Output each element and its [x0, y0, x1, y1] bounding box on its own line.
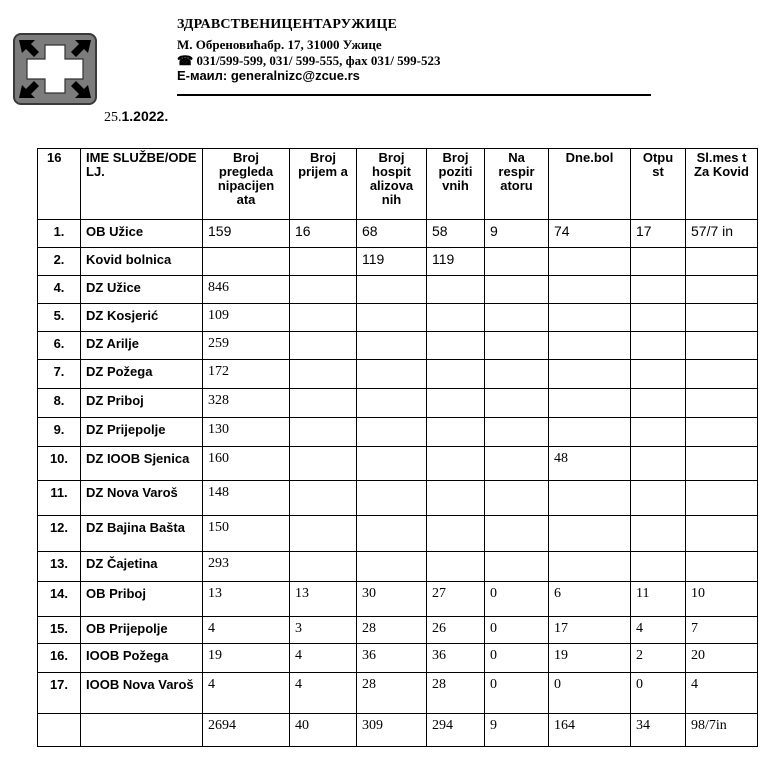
cell-respirator [485, 360, 549, 389]
cell-exams: 159 [203, 220, 290, 248]
cell-covid-beds: 4 [686, 673, 758, 714]
cell-exams: 2694 [203, 714, 290, 747]
cell-hospitalized [357, 360, 427, 389]
cell-admissions: 4 [290, 673, 357, 714]
cell-exams: 328 [203, 389, 290, 418]
cell-covid-beds [686, 360, 758, 389]
cell-daily-patients: 0 [549, 673, 631, 714]
cell-hospitalized [357, 304, 427, 332]
cell-respirator [485, 481, 549, 516]
cell-positive [427, 304, 485, 332]
cell-admissions: 16 [290, 220, 357, 248]
row-number: 11. [38, 481, 81, 516]
cell-respirator [485, 248, 549, 276]
cell-daily-patients: 19 [549, 644, 631, 673]
cell-covid-beds [686, 248, 758, 276]
cell-positive [427, 418, 485, 447]
cell-admissions [290, 447, 357, 481]
cell-exams: 160 [203, 447, 290, 481]
table-row [38, 447, 758, 481]
cell-daily-patients [549, 248, 631, 276]
cell-discharged [631, 332, 686, 360]
table-row [38, 220, 758, 248]
cell-respirator: 9 [485, 220, 549, 248]
cell-covid-beds [686, 389, 758, 418]
cell-hospitalized: 119 [357, 248, 427, 276]
col-daily-patients-header: Dne.bol [549, 149, 631, 220]
totals-row [38, 714, 758, 747]
service-name: OB Prijepolje [81, 617, 203, 644]
service-name: DZ Čajetina [81, 552, 203, 582]
table-row [38, 248, 758, 276]
cell-exams: 109 [203, 304, 290, 332]
row-number: 2. [38, 248, 81, 276]
cell-positive: 119 [427, 248, 485, 276]
cell-daily-patients: 48 [549, 447, 631, 481]
cell-discharged: 4 [631, 617, 686, 644]
cell-respirator [485, 418, 549, 447]
org-phone-fax: ☎ 031/599-599, 031/ 599-555, фах 031/ 599-523 [177, 53, 441, 68]
service-name: OB Priboj [81, 582, 203, 617]
cell-admissions: 13 [290, 582, 357, 617]
cell-respirator [485, 332, 549, 360]
cell-exams: 130 [203, 418, 290, 447]
table-row [38, 481, 758, 516]
table-row [38, 418, 758, 447]
cell-discharged [631, 552, 686, 582]
cell-hospitalized: 28 [357, 673, 427, 714]
date-month-year: 1.2022. [121, 108, 169, 124]
col-exams-header: Broj pregleda nipacijen ata [203, 149, 290, 220]
service-name: IOOB Nova Varoš [81, 673, 203, 714]
cell-daily-patients [549, 276, 631, 304]
cell-positive [427, 360, 485, 389]
cell-discharged: 0 [631, 673, 686, 714]
cell-admissions: 40 [290, 714, 357, 747]
cell-exams: 293 [203, 552, 290, 582]
cell-exams: 4 [203, 617, 290, 644]
cell-positive: 26 [427, 617, 485, 644]
cell-daily-patients: 17 [549, 617, 631, 644]
cell-discharged [631, 481, 686, 516]
cell-discharged [631, 304, 686, 332]
cell-daily-patients [549, 481, 631, 516]
cell-hospitalized [357, 516, 427, 552]
row-number: 15. [38, 617, 81, 644]
table-row [38, 276, 758, 304]
cell-admissions [290, 360, 357, 389]
row-number: 5. [38, 304, 81, 332]
cell-positive [427, 389, 485, 418]
cell-covid-beds [686, 447, 758, 481]
cell-exams: 4 [203, 673, 290, 714]
cell-discharged: 17 [631, 220, 686, 248]
cell-positive: 294 [427, 714, 485, 747]
cell-hospitalized [357, 418, 427, 447]
cell-respirator: 0 [485, 644, 549, 673]
row-number: 7. [38, 360, 81, 389]
row-number: 8. [38, 389, 81, 418]
service-name: DZ Prijepolje [81, 418, 203, 447]
service-name: DZ Arilje [81, 332, 203, 360]
cell-daily-patients [549, 516, 631, 552]
cell-hospitalized: 30 [357, 582, 427, 617]
table-row [38, 673, 758, 714]
row-number: 12. [38, 516, 81, 552]
cell-respirator [485, 276, 549, 304]
cell-covid-beds [686, 552, 758, 582]
cell-covid-beds [686, 418, 758, 447]
table-row [38, 552, 758, 582]
cell-admissions: 3 [290, 617, 357, 644]
cell-discharged: 34 [631, 714, 686, 747]
cell-admissions [290, 332, 357, 360]
cell-positive [427, 447, 485, 481]
cell-respirator [485, 304, 549, 332]
cell-discharged: 11 [631, 582, 686, 617]
cell-covid-beds [686, 332, 758, 360]
col-service-header: IME SLUŽBE/ODE LJ. [81, 149, 203, 220]
cell-positive [427, 552, 485, 582]
cell-covid-beds: 98/7in [686, 714, 758, 747]
org-address: М. Обреновићабр. 17, 31000 Ужице [177, 37, 382, 52]
cell-respirator: 0 [485, 617, 549, 644]
cell-exams: 13 [203, 582, 290, 617]
row-number: 10. [38, 447, 81, 481]
col-positive-header: Broj poziti vnih [427, 149, 485, 220]
table-row [38, 582, 758, 617]
cell-hospitalized: 28 [357, 617, 427, 644]
row-number: 6. [38, 332, 81, 360]
row-number: 13. [38, 552, 81, 582]
table-row [38, 617, 758, 644]
cell-daily-patients [549, 552, 631, 582]
cell-exams: 846 [203, 276, 290, 304]
cell-hospitalized: 68 [357, 220, 427, 248]
service-name: DZ Kosjerić [81, 304, 203, 332]
cell-respirator [485, 389, 549, 418]
cell-daily-patients [549, 332, 631, 360]
cell-admissions: 4 [290, 644, 357, 673]
table-row [38, 360, 758, 389]
report-date [104, 108, 168, 126]
cell-daily-patients [549, 360, 631, 389]
table-header-row [38, 149, 758, 220]
cell-admissions [290, 389, 357, 418]
row-number [38, 714, 81, 747]
row-number: 1. [38, 220, 81, 248]
cell-hospitalized [357, 276, 427, 304]
cell-admissions [290, 418, 357, 447]
covid-report-table [37, 148, 758, 747]
cell-exams: 259 [203, 332, 290, 360]
cell-positive [427, 481, 485, 516]
service-name [81, 714, 203, 747]
cell-positive: 36 [427, 644, 485, 673]
cell-discharged [631, 418, 686, 447]
cell-covid-beds [686, 304, 758, 332]
cell-admissions [290, 276, 357, 304]
table-row [38, 644, 758, 673]
cell-hospitalized [357, 552, 427, 582]
row-number: 4. [38, 276, 81, 304]
cell-daily-patients: 6 [549, 582, 631, 617]
cell-positive: 58 [427, 220, 485, 248]
org-name: ЗДРАВСТВЕНИЦЕНТАРУЖИЦЕ [177, 17, 397, 32]
cell-positive [427, 276, 485, 304]
cell-discharged [631, 389, 686, 418]
col-discharged-header: Otpu st [631, 149, 686, 220]
cell-hospitalized: 36 [357, 644, 427, 673]
cell-discharged [631, 516, 686, 552]
service-name: IOOB Požega [81, 644, 203, 673]
cell-positive: 27 [427, 582, 485, 617]
cell-daily-patients: 74 [549, 220, 631, 248]
table-row [38, 389, 758, 418]
cell-positive [427, 516, 485, 552]
row-number: 16. [38, 644, 81, 673]
table-body [38, 220, 758, 747]
cell-respirator [485, 552, 549, 582]
cell-discharged [631, 276, 686, 304]
cell-covid-beds: 57/7 in [686, 220, 758, 248]
service-name: DZ IOOB Sjenica [81, 447, 203, 481]
cell-respirator: 0 [485, 673, 549, 714]
cell-daily-patients [549, 304, 631, 332]
table-row [38, 516, 758, 552]
cell-covid-beds [686, 481, 758, 516]
cell-daily-patients [549, 389, 631, 418]
header-divider [177, 94, 651, 96]
date-day: 25. [104, 110, 122, 125]
cell-exams [203, 248, 290, 276]
cell-admissions [290, 481, 357, 516]
service-name: OB Užice [81, 220, 203, 248]
cell-hospitalized [357, 389, 427, 418]
row-number: 9. [38, 418, 81, 447]
cell-exams: 19 [203, 644, 290, 673]
cell-positive: 28 [427, 673, 485, 714]
cell-admissions [290, 552, 357, 582]
cell-covid-beds [686, 276, 758, 304]
service-name: DZ Užice [81, 276, 203, 304]
medical-cross-logo-icon [13, 33, 97, 105]
service-name: Kovid bolnica [81, 248, 203, 276]
cell-discharged [631, 360, 686, 389]
cell-discharged [631, 447, 686, 481]
service-name: DZ Požega [81, 360, 203, 389]
cell-daily-patients: 164 [549, 714, 631, 747]
service-name: DZ Priboj [81, 389, 203, 418]
cell-exams: 148 [203, 481, 290, 516]
cell-hospitalized: 309 [357, 714, 427, 747]
org-email: Е-маил: generalnizc@zcue.rs [177, 68, 360, 83]
cell-admissions [290, 304, 357, 332]
cell-respirator: 9 [485, 714, 549, 747]
cell-admissions [290, 248, 357, 276]
cell-positive [427, 332, 485, 360]
cell-covid-beds: 7 [686, 617, 758, 644]
cell-admissions [290, 516, 357, 552]
row-number: 17. [38, 673, 81, 714]
row-number: 14. [38, 582, 81, 617]
cell-hospitalized [357, 481, 427, 516]
cell-covid-beds [686, 516, 758, 552]
cell-covid-beds: 10 [686, 582, 758, 617]
col-no-header: 16 [38, 149, 81, 220]
service-name: DZ Nova Varoš [81, 481, 203, 516]
cell-daily-patients [549, 418, 631, 447]
service-name: DZ Bajina Bašta [81, 516, 203, 552]
cell-covid-beds: 20 [686, 644, 758, 673]
table-row [38, 304, 758, 332]
cell-exams: 172 [203, 360, 290, 389]
cell-hospitalized [357, 332, 427, 360]
col-covid-beds-header: Sl.mes t Za Kovid [686, 149, 758, 220]
col-hospitalized-header: Broj hospit alizova nih [357, 149, 427, 220]
cell-respirator [485, 447, 549, 481]
cell-respirator [485, 516, 549, 552]
col-admissions-header: Broj prijem a [290, 149, 357, 220]
table-row [38, 332, 758, 360]
cell-respirator: 0 [485, 582, 549, 617]
cell-discharged: 2 [631, 644, 686, 673]
cell-exams: 150 [203, 516, 290, 552]
cell-discharged [631, 248, 686, 276]
col-respirator-header: Na respir atoru [485, 149, 549, 220]
cell-hospitalized [357, 447, 427, 481]
